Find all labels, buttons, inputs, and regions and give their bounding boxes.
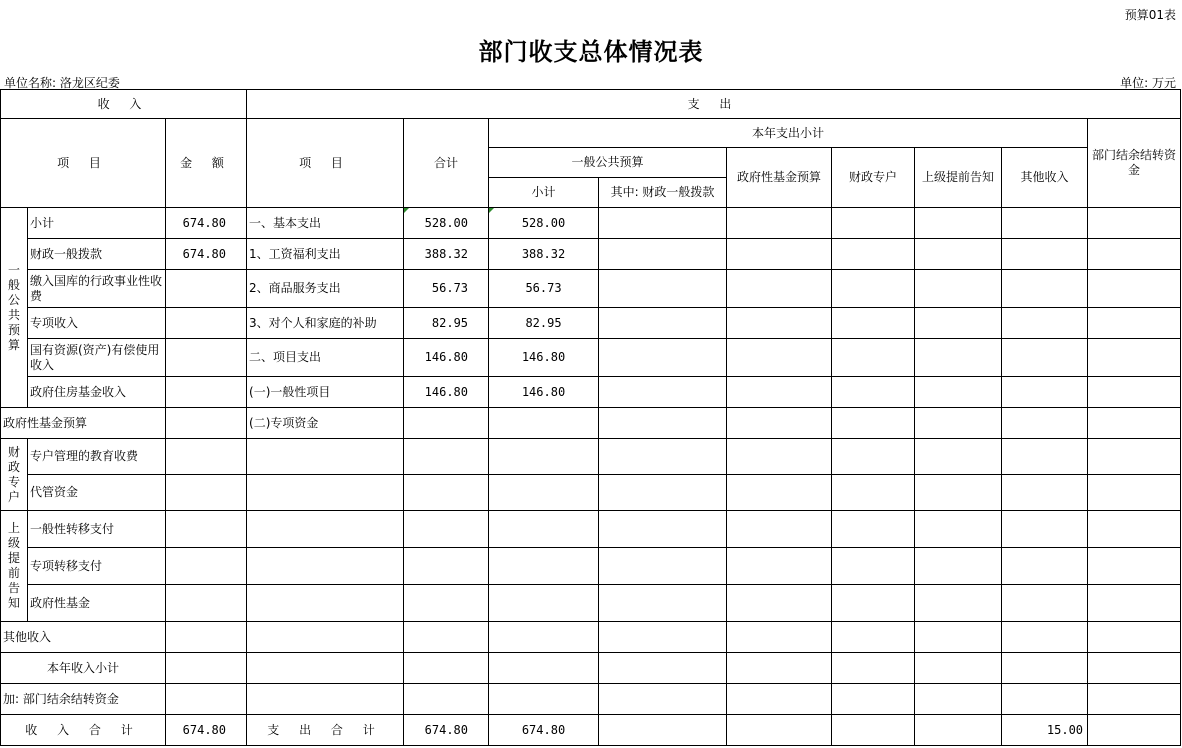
income-item: 加: 部门结余结转资金 — [1, 684, 166, 715]
expense-total — [404, 548, 489, 585]
empty-cell — [1002, 548, 1088, 585]
expense-item — [247, 439, 404, 475]
empty-cell — [1002, 308, 1088, 339]
empty-cell — [1088, 653, 1181, 684]
other-income-header: 其他收入 — [1002, 148, 1088, 208]
empty-cell — [1002, 653, 1088, 684]
income-item: 本年收入小计 — [1, 653, 166, 684]
empty-cell — [832, 408, 915, 439]
empty-cell — [1088, 548, 1181, 585]
empty-cell — [599, 548, 727, 585]
expense-item: (二)专项资金 — [247, 408, 404, 439]
income-amount — [166, 511, 247, 548]
empty-cell — [915, 208, 1002, 239]
empty-cell — [915, 475, 1002, 511]
empty-cell — [599, 715, 727, 746]
expense-item — [247, 548, 404, 585]
empty-cell — [599, 585, 727, 622]
expense-total: 146.80 — [404, 377, 489, 408]
income-amount — [166, 684, 247, 715]
expense-total — [404, 439, 489, 475]
empty-cell — [915, 270, 1002, 308]
empty-cell — [727, 653, 832, 684]
income-item: 缴入国库的行政事业性收费 — [28, 270, 166, 308]
empty-cell — [832, 475, 915, 511]
empty-cell — [727, 339, 832, 377]
empty-cell — [599, 408, 727, 439]
empty-cell — [1088, 208, 1181, 239]
income-item: 财政一般拨款 — [28, 239, 166, 270]
income-item: 一般性转移支付 — [28, 511, 166, 548]
expense-item-header: 项 目 — [247, 119, 404, 208]
empty-cell — [727, 377, 832, 408]
empty-cell — [599, 239, 727, 270]
empty-cell — [599, 208, 727, 239]
empty-cell — [915, 339, 1002, 377]
empty-cell — [915, 308, 1002, 339]
expense-subtotal — [489, 511, 599, 548]
unit-name-label: 单位名称: 洛龙区纪委 — [4, 76, 120, 90]
empty-cell — [727, 684, 832, 715]
group-general-budget: 一 般 公 共 预 算 — [1, 208, 28, 408]
empty-cell — [599, 339, 727, 377]
expense-subtotal: 56.73 — [489, 270, 599, 308]
empty-cell — [832, 684, 915, 715]
budget-table — [0, 89, 1181, 746]
expense-total: 388.32 — [404, 239, 489, 270]
income-amount — [166, 585, 247, 622]
income-item: 专项转移支付 — [28, 548, 166, 585]
expense-item: 2、商品服务支出 — [247, 270, 404, 308]
empty-cell — [832, 377, 915, 408]
empty-cell — [727, 208, 832, 239]
empty-cell — [599, 511, 727, 548]
income-item: 政府住房基金收入 — [28, 377, 166, 408]
expense-total: 56.73 — [404, 270, 489, 308]
expense-subtotal — [489, 548, 599, 585]
expense-item: (一)一般性项目 — [247, 377, 404, 408]
income-item: 专户管理的教育收费 — [28, 439, 166, 475]
empty-cell — [599, 475, 727, 511]
income-amount — [166, 548, 247, 585]
income-amount — [166, 439, 247, 475]
empty-cell — [915, 585, 1002, 622]
empty-cell — [1002, 585, 1088, 622]
empty-cell — [1002, 511, 1088, 548]
empty-cell — [599, 308, 727, 339]
general-budget-header: 一般公共预算 — [489, 148, 727, 178]
empty-cell — [1088, 511, 1181, 548]
expense-total: 528.00 — [404, 208, 489, 239]
superior-header: 上级提前告知 — [915, 148, 1002, 208]
empty-cell — [832, 548, 915, 585]
empty-cell — [1088, 308, 1181, 339]
empty-cell — [1088, 622, 1181, 653]
income-item: 政府性基金预算 — [1, 408, 166, 439]
of-which-header: 其中: 财政一般拨款 — [599, 178, 727, 208]
empty-cell — [915, 239, 1002, 270]
empty-cell — [1088, 439, 1181, 475]
empty-cell — [915, 684, 1002, 715]
empty-cell — [832, 308, 915, 339]
empty-cell — [1088, 715, 1181, 746]
expense-total — [404, 684, 489, 715]
empty-cell — [727, 239, 832, 270]
empty-cell — [1002, 622, 1088, 653]
empty-cell — [1088, 585, 1181, 622]
empty-cell — [727, 308, 832, 339]
expense-total — [404, 511, 489, 548]
income-amount — [166, 475, 247, 511]
income-item-header: 项 目 — [1, 119, 166, 208]
expense-grand-total: 674.80 — [404, 715, 489, 746]
empty-cell — [1002, 208, 1088, 239]
empty-cell — [832, 653, 915, 684]
expense-subtotal: 528.00 — [489, 208, 599, 239]
empty-cell — [727, 511, 832, 548]
expense-subtotal — [489, 439, 599, 475]
year-subtotal-header: 本年支出小计 — [489, 119, 1088, 148]
empty-cell — [1088, 339, 1181, 377]
expense-subtotal — [489, 622, 599, 653]
empty-cell — [832, 208, 915, 239]
empty-cell — [599, 439, 727, 475]
unit-currency-label: 单位: 万元 — [1120, 76, 1176, 90]
empty-cell — [599, 653, 727, 684]
empty-cell — [727, 439, 832, 475]
expense-subtotal — [489, 475, 599, 511]
empty-cell — [1088, 475, 1181, 511]
empty-cell — [1002, 339, 1088, 377]
group-superior-notice: 上 级 提 前 告 知 — [1, 511, 28, 622]
expense-item — [247, 585, 404, 622]
income-amount — [166, 377, 247, 408]
expense-total: 146.80 — [404, 339, 489, 377]
income-item: 代管资金 — [28, 475, 166, 511]
empty-cell — [599, 270, 727, 308]
empty-cell — [727, 622, 832, 653]
empty-cell — [1088, 239, 1181, 270]
income-amount — [166, 308, 247, 339]
empty-cell — [1002, 684, 1088, 715]
expense-total — [404, 653, 489, 684]
empty-cell — [915, 408, 1002, 439]
expense-subtotal — [489, 585, 599, 622]
income-item: 国有资源(资产)有偿使用收入 — [28, 339, 166, 377]
empty-cell — [915, 548, 1002, 585]
income-amount — [166, 408, 247, 439]
empty-cell — [1088, 270, 1181, 308]
income-item: 政府性基金 — [28, 585, 166, 622]
expense-total — [404, 408, 489, 439]
empty-cell — [915, 622, 1002, 653]
expense-item: 3、对个人和家庭的补助 — [247, 308, 404, 339]
gov-fund-header: 政府性基金预算 — [727, 148, 832, 208]
empty-cell — [832, 715, 915, 746]
expense-subtotal: 146.80 — [489, 377, 599, 408]
empty-cell — [727, 548, 832, 585]
expense-subtotal: 388.32 — [489, 239, 599, 270]
income-amount — [166, 270, 247, 308]
empty-cell — [1002, 475, 1088, 511]
expense-total — [404, 475, 489, 511]
expense-item: 二、项目支出 — [247, 339, 404, 377]
expense-item — [247, 653, 404, 684]
expense-total-header: 合计 — [404, 119, 489, 208]
expense-grand-subtotal: 674.80 — [489, 715, 599, 746]
empty-cell — [832, 339, 915, 377]
page-title: 部门收支总体情况表 — [478, 38, 704, 66]
empty-cell — [727, 475, 832, 511]
empty-cell — [915, 439, 1002, 475]
expense-subtotal: 82.95 — [489, 308, 599, 339]
expense-item — [247, 475, 404, 511]
empty-cell — [915, 653, 1002, 684]
empty-cell — [832, 585, 915, 622]
income-total-amount: 674.80 — [166, 715, 247, 746]
income-amount — [166, 653, 247, 684]
expense-item: 1、工资福利支出 — [247, 239, 404, 270]
income-item: 专项收入 — [28, 308, 166, 339]
expense-total-label: 支 出 合 计 — [247, 715, 404, 746]
empty-cell — [727, 408, 832, 439]
income-section-header: 收 入 — [1, 90, 247, 119]
expense-total: 82.95 — [404, 308, 489, 339]
empty-cell — [1088, 684, 1181, 715]
empty-cell — [832, 622, 915, 653]
expense-subtotal — [489, 653, 599, 684]
income-amount-header: 金 额 — [166, 119, 247, 208]
expense-total — [404, 622, 489, 653]
empty-cell — [727, 270, 832, 308]
empty-cell — [1002, 270, 1088, 308]
form-code: 预算01表 — [1124, 8, 1176, 22]
expense-total — [404, 585, 489, 622]
income-item: 小计 — [28, 208, 166, 239]
empty-cell — [832, 239, 915, 270]
empty-cell — [1088, 408, 1181, 439]
empty-cell — [915, 715, 1002, 746]
expense-item — [247, 684, 404, 715]
income-item: 其他收入 — [1, 622, 166, 653]
empty-cell — [1002, 239, 1088, 270]
empty-cell — [832, 511, 915, 548]
expense-item — [247, 511, 404, 548]
expense-subtotal: 146.80 — [489, 339, 599, 377]
empty-cell — [599, 684, 727, 715]
empty-cell — [599, 622, 727, 653]
expense-section-header: 支 出 — [247, 90, 1181, 119]
empty-cell — [832, 270, 915, 308]
subtotal-header: 小计 — [489, 178, 599, 208]
expense-subtotal — [489, 684, 599, 715]
empty-cell — [1088, 377, 1181, 408]
expense-subtotal — [489, 408, 599, 439]
income-amount: 674.80 — [166, 239, 247, 270]
empty-cell — [727, 715, 832, 746]
expense-item: 一、基本支出 — [247, 208, 404, 239]
income-amount — [166, 622, 247, 653]
empty-cell — [727, 585, 832, 622]
expense-item — [247, 622, 404, 653]
income-total-label: 收 入 合 计 — [1, 715, 166, 746]
empty-cell — [1002, 408, 1088, 439]
empty-cell — [1002, 439, 1088, 475]
empty-cell — [915, 511, 1002, 548]
income-amount: 674.80 — [166, 208, 247, 239]
empty-cell — [599, 377, 727, 408]
other-income-total: 15.00 — [1002, 715, 1088, 746]
empty-cell — [832, 439, 915, 475]
special-account-header: 财政专户 — [832, 148, 915, 208]
empty-cell — [1002, 377, 1088, 408]
carryover-header: 部门结余结转资金 — [1088, 119, 1181, 208]
income-amount — [166, 339, 247, 377]
group-special-account: 财 政 专 户 — [1, 439, 28, 511]
empty-cell — [915, 377, 1002, 408]
